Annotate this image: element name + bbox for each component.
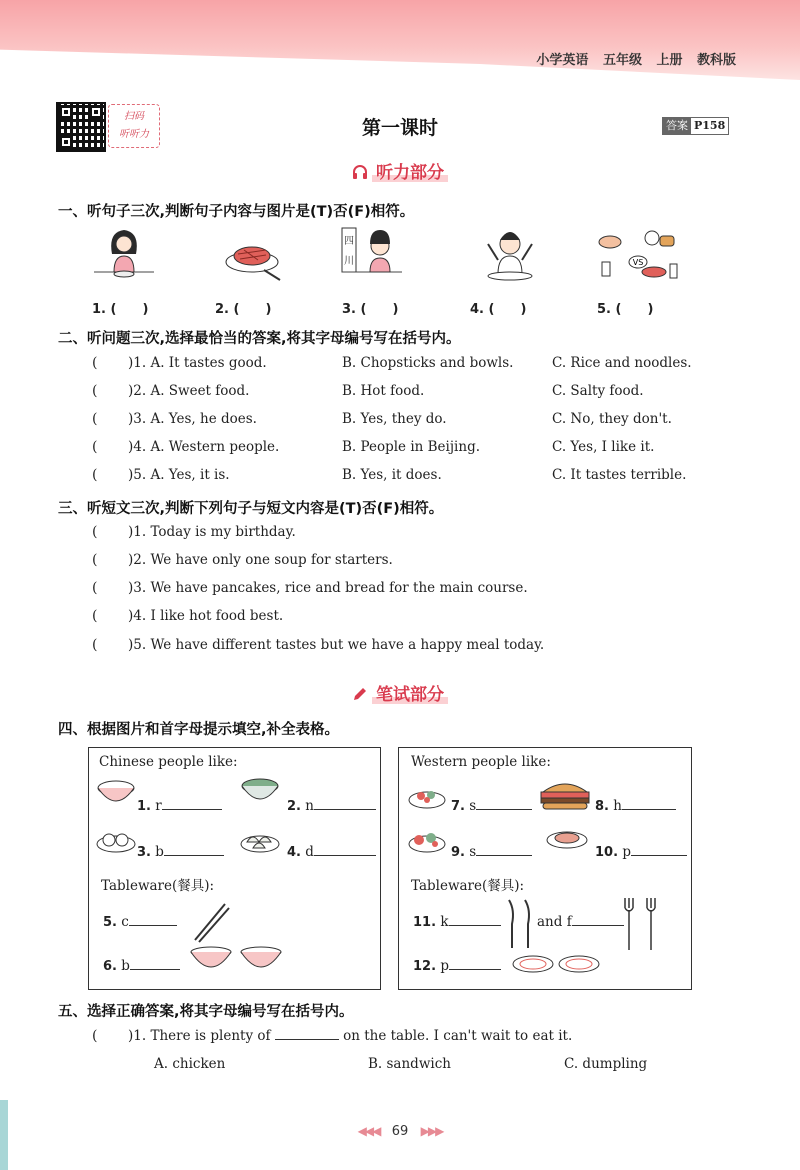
blank-3[interactable] xyxy=(164,855,224,856)
section-5-title: 五、选择正确答案,将其字母编号写在括号内。 xyxy=(58,1004,354,1020)
scan-listen-badge[interactable]: 扫码 听听力 xyxy=(108,104,160,148)
lesson-title: 第一课时 xyxy=(361,117,438,139)
blank-8[interactable] xyxy=(622,809,676,810)
blank-5[interactable] xyxy=(129,925,177,926)
plates-icon xyxy=(511,954,601,974)
bowls-icon xyxy=(189,944,285,976)
section-3-title: 三、听短文三次,判断下列句子与短文内容是(T)否(F)相符。 xyxy=(58,501,444,517)
salad-plate-icon xyxy=(407,782,447,812)
s3-answer-paren-4[interactable]: ( xyxy=(92,608,98,624)
vegetable-salad-icon xyxy=(407,826,447,856)
blank-10[interactable] xyxy=(631,855,687,856)
s2-answer-paren-1[interactable]: ( xyxy=(92,355,98,371)
s5-option-b[interactable]: B. sandwich xyxy=(368,1056,451,1072)
sichuan-sign-char-1: 四 xyxy=(344,236,354,247)
blank-6[interactable] xyxy=(130,969,180,970)
listening-part-title: 听力部分 xyxy=(0,158,800,183)
section-4-title: 四、根据图片和首字母提示填空,补全表格。 xyxy=(58,722,340,738)
chinese-heading: Chinese people like: xyxy=(99,754,238,770)
noodles-bowl-icon xyxy=(239,776,281,810)
western-tableware-label: Tableware(餐具): xyxy=(411,878,525,894)
s3-statement-2: )2. We have only one soup for starters. xyxy=(128,552,393,568)
s2-answer-paren-4[interactable]: ( xyxy=(92,439,98,455)
writing-part-title: 笔试部分 xyxy=(0,680,800,705)
s2-answer-paren-3[interactable]: ( xyxy=(92,411,98,427)
girl-eating-sichuan-food-picture xyxy=(340,224,404,284)
pancake-plate-icon xyxy=(545,828,589,850)
s5-blank-1[interactable] xyxy=(275,1039,339,1040)
s2-q5-a: )5. A. Yes, it is. xyxy=(128,467,230,483)
s2-q3-a: )3. A. Yes, he does. xyxy=(128,411,257,427)
s3-answer-paren-1[interactable]: ( xyxy=(92,524,98,540)
s3-answer-paren-5[interactable]: ( xyxy=(92,637,98,653)
prev-arrows-icon: ◀◀◀ xyxy=(357,1124,380,1138)
s1-item-5[interactable]: 5. ( ) xyxy=(597,302,654,317)
boy-with-fork-picture xyxy=(478,224,542,284)
s3-statement-4: )4. I like hot food best. xyxy=(128,608,284,624)
s2-q5-c: C. It tastes terrible. xyxy=(552,467,687,483)
blank-7[interactable] xyxy=(476,809,532,810)
s2-q2-b: B. Hot food. xyxy=(342,383,425,399)
chinese-vs-western-food-picture xyxy=(596,222,680,286)
page-footer xyxy=(0,1124,800,1139)
s5-option-a[interactable]: A. chicken xyxy=(154,1056,226,1072)
s3-statement-5: )5. We have different tastes but we have a happy meal today. xyxy=(128,637,545,653)
blank-11[interactable] xyxy=(449,925,501,926)
s3-answer-paren-3[interactable]: ( xyxy=(92,580,98,596)
steak-picture xyxy=(220,224,284,284)
blank-9[interactable] xyxy=(476,855,532,856)
s3-statement-3: )3. We have pancakes, rice and bread for the main course. xyxy=(128,580,528,596)
s2-q1-c: C. Rice and noodles. xyxy=(552,355,692,371)
knives-icon xyxy=(503,896,535,952)
s2-q1-b: B. Chopsticks and bowls. xyxy=(342,355,514,371)
s5-option-c[interactable]: C. dumpling xyxy=(564,1056,648,1072)
chopsticks-icon xyxy=(189,900,231,944)
next-arrows-icon: ▶▶▶ xyxy=(420,1124,443,1138)
s1-item-2[interactable]: 2. ( ) xyxy=(215,302,272,317)
answer-reference: 答案 P158 xyxy=(662,117,729,135)
s2-q4-a: )4. A. Western people. xyxy=(128,439,280,455)
blank-2[interactable] xyxy=(314,809,376,810)
s2-q3-c: C. No, they don't. xyxy=(552,411,672,427)
s2-answer-paren-5[interactable]: ( xyxy=(92,467,98,483)
blank-12[interactable] xyxy=(449,969,501,970)
s3-statement-1: )1. Today is my birthday. xyxy=(128,524,296,540)
rice-bowl-icon xyxy=(95,776,137,810)
chinese-food-box: Chinese people like: 1. r 2. n 3. b 4. d Tableware(餐具): 5. c 6. b xyxy=(88,747,381,990)
s2-q2-c: C. Salty food. xyxy=(552,383,644,399)
s1-item-1[interactable]: 1. ( ) xyxy=(92,302,149,317)
blank-4[interactable] xyxy=(314,855,376,856)
s5-answer-paren-1[interactable]: ( xyxy=(92,1028,98,1044)
dumplings-plate-icon xyxy=(239,826,281,854)
s2-q2-a: )2. A. Sweet food. xyxy=(128,383,250,399)
svg-text:VS: VS xyxy=(632,258,644,267)
pencil-icon xyxy=(352,686,368,702)
s2-q4-c: C. Yes, I like it. xyxy=(552,439,655,455)
s5-question-1: )1. There is plenty of on the table. I can't wait to eat it. xyxy=(128,1028,573,1044)
section-2-title: 二、听问题三次,选择最恰当的答案,将其字母编号写在括号内。 xyxy=(58,331,461,347)
s2-q3-b: B. Yes, they do. xyxy=(342,411,447,427)
s2-q4-b: B. People in Beijing. xyxy=(342,439,480,455)
header-band xyxy=(0,0,800,80)
s2-q1-a: )1. A. It tastes good. xyxy=(128,355,267,371)
blank-1[interactable] xyxy=(162,809,222,810)
s2-answer-paren-2[interactable]: ( xyxy=(92,383,98,399)
forks-icon xyxy=(621,894,661,952)
s1-item-4[interactable]: 4. ( ) xyxy=(470,302,527,317)
hamburger-icon xyxy=(537,778,593,814)
western-heading: Western people like: xyxy=(411,754,551,770)
s1-item-3[interactable]: 3. ( ) xyxy=(342,302,399,317)
girl-eating-picture xyxy=(92,224,156,284)
section-1-title: 一、听句子三次,判断句子内容与图片是(T)否(F)相符。 xyxy=(58,204,415,220)
chinese-tableware-label: Tableware(餐具): xyxy=(101,878,215,894)
s3-answer-paren-2[interactable]: ( xyxy=(92,552,98,568)
page-number: 69 xyxy=(391,1124,409,1139)
s2-q5-b: B. Yes, it does. xyxy=(342,467,442,483)
blank-11b[interactable] xyxy=(572,925,624,926)
baozi-plate-icon xyxy=(95,826,137,854)
sichuan-sign-char-2: 川 xyxy=(344,256,354,267)
western-food-box: Western people like: 7. s 8. h 9. s 10. p Tableware(餐具): 11. k and f 12. p xyxy=(398,747,692,990)
book-meta: 小学英语 五年级 上册 教科版 xyxy=(536,53,736,68)
headphones-icon xyxy=(352,164,368,180)
